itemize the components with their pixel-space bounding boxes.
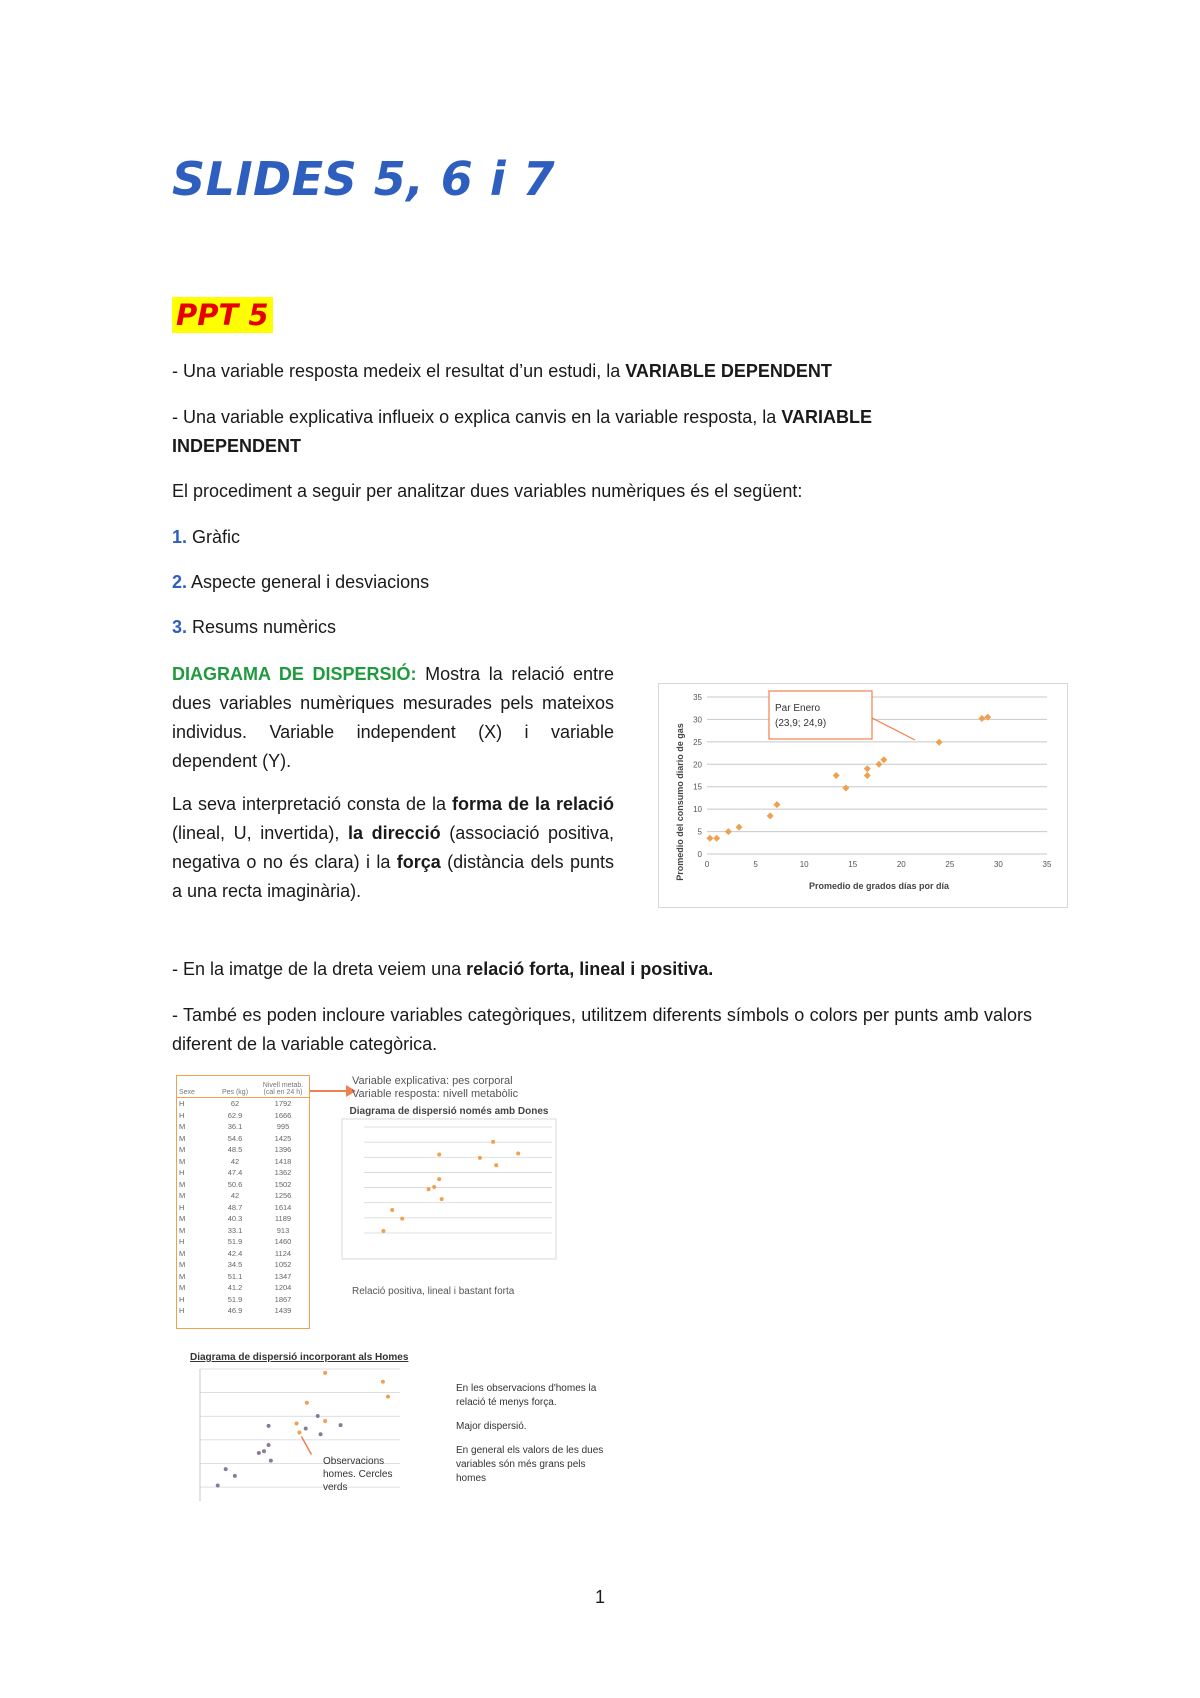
table-row <box>177 1259 309 1271</box>
women-chart-conclusion: Relació positiva, lineal i bastant forta <box>352 1286 515 1297</box>
chart-frame <box>342 1119 556 1259</box>
dispersion-definition: DIAGRAMA DE DISPERSIÓ: Mostra la relació entre dues variables numèriques mesurades pels mateixos individus. Variable independent (X) i variable dependent (Y). <box>172 664 614 771</box>
table-cell: H <box>179 1110 185 1120</box>
table-cell: 48.7 <box>227 1202 243 1212</box>
table-cell: M <box>179 1179 186 1189</box>
data-point <box>316 1414 320 1418</box>
data-point <box>381 1380 385 1384</box>
data-point <box>295 1421 299 1425</box>
step-1: 1. Gràfic <box>172 527 241 547</box>
table-header: Sexe Pes (kg) Nivell metab. (cal en 24 h) <box>177 1076 309 1098</box>
data-point <box>833 772 840 779</box>
table-cell: 1204 <box>274 1283 292 1292</box>
gas-scatter-svg <box>659 684 1067 907</box>
data-point <box>516 1152 520 1156</box>
data-point <box>478 1156 482 1160</box>
table-cell: M <box>179 1191 186 1200</box>
table-row <box>177 1098 309 1110</box>
data-point <box>390 1208 394 1212</box>
table-cell: 47.4 <box>227 1168 243 1177</box>
data-point <box>323 1371 327 1375</box>
table-cell: M <box>179 1283 186 1292</box>
document-title: SLIDES 5, 6 i 7 <box>172 152 556 206</box>
table-cell: 1425 <box>274 1133 292 1143</box>
data-point <box>269 1459 273 1463</box>
women-scatter-chart <box>340 1106 558 1256</box>
categorical-variables-text: - També es poden incloure variables categòriques, utilitzem diferents símbols o colors per punts amb valors diferent de la variable categòrica. <box>172 1005 1032 1054</box>
table-cell: 51.1 <box>227 1271 243 1281</box>
data-point <box>437 1153 441 1157</box>
table-cell: 995 <box>276 1122 290 1131</box>
table-cell: 1666 <box>274 1110 292 1120</box>
table-cell: 1792 <box>274 1099 292 1108</box>
page-number: 1 <box>594 1587 605 1607</box>
table-cell: 48.5 <box>227 1145 243 1154</box>
data-point <box>491 1140 495 1144</box>
table-cell: H <box>179 1294 185 1304</box>
women-scatter-svg <box>340 1117 558 1267</box>
table-cell: 42 <box>230 1156 240 1166</box>
table-cell: 1347 <box>274 1271 292 1281</box>
y-tick-label: 20 <box>693 760 702 770</box>
table-row <box>177 1202 309 1214</box>
data-point <box>224 1467 228 1471</box>
data-point <box>494 1163 498 1167</box>
table-cell: M <box>179 1214 186 1223</box>
data-point <box>713 835 720 842</box>
table-cell: 62 <box>230 1099 240 1108</box>
y-tick-label: 30 <box>693 715 702 725</box>
data-point <box>257 1451 261 1455</box>
data-point <box>304 1427 308 1431</box>
table-row <box>177 1110 309 1122</box>
table-cell: 1439 <box>274 1306 292 1315</box>
table-cell: M <box>179 1122 186 1131</box>
gas-scatter-chart <box>658 683 1068 908</box>
arrow-icon <box>308 1081 358 1101</box>
table-cell: M <box>179 1271 186 1281</box>
x-tick-label: 5 <box>753 860 758 869</box>
table-row <box>177 1213 309 1225</box>
table-cell: M <box>179 1260 186 1269</box>
table-cell: M <box>179 1133 186 1143</box>
x-tick-label: 15 <box>848 860 858 869</box>
table-cell: M <box>179 1145 186 1154</box>
y-tick-label: 10 <box>693 805 702 815</box>
y-tick-label: 0 <box>697 850 702 859</box>
figure2-captions: Variable explicativa: pes corporal Variable resposta: nivell metabòlic <box>352 1075 519 1100</box>
table-cell: 1418 <box>274 1156 292 1166</box>
table-cell: 1460 <box>274 1237 292 1246</box>
table-cell: 1189 <box>274 1214 292 1223</box>
table-cell: 1867 <box>274 1294 292 1304</box>
data-point <box>736 824 743 831</box>
combined-notes: En les observacions d'homes la relació té menys força. Major dispersió. En general els valors de les dues variables són més grans pels homes <box>456 1383 604 1484</box>
data-point <box>432 1185 436 1189</box>
table-cell: 1256 <box>274 1191 292 1200</box>
section-heading-ppt5: PPT 5 <box>172 297 273 333</box>
data-point <box>880 756 887 763</box>
dispersion-interpretation: La seva interpretació consta de la forma de la relació (lineal, U, invertida), la direcció (associació positiva, negativa o no és clara) i la força (distància dels punts a una recta imaginària). <box>172 794 615 901</box>
men-observations-label: Observacions homes. Cercles verds <box>323 1456 393 1493</box>
strong-relation-text: - En la imatge de la dreta veiem una relació forta, lineal i positiva. <box>172 959 714 979</box>
annotation-line1: Par Enero <box>775 703 821 714</box>
table-cell: 42.4 <box>227 1248 243 1258</box>
y-tick-label: 15 <box>693 782 702 792</box>
table-cell: 1124 <box>274 1248 292 1258</box>
women-chart-title: Diagrama de dispersió només amb Dones <box>349 1106 549 1117</box>
table-cell: H <box>179 1237 185 1246</box>
data-point <box>339 1423 343 1427</box>
bullet-dependent: - Una variable resposta medeix el resultat d’un estudi, la VARIABLE DEPENDENT <box>172 361 832 381</box>
label-pointer <box>301 1437 311 1455</box>
table-cell: 62.9 <box>227 1110 243 1120</box>
data-point <box>267 1443 271 1447</box>
data-point <box>706 835 713 842</box>
x-tick-label: 25 <box>945 860 955 869</box>
bullet-independent: - Una variable explicativa influeix o explica canvis en la variable resposta, la VARIABLE INDEPENDENT <box>172 407 872 456</box>
x-axis-label: Promedio de grados días por día <box>808 881 950 891</box>
table-cell: 1502 <box>274 1179 292 1189</box>
table-cell: 34.5 <box>227 1260 243 1269</box>
table-row <box>177 1305 309 1317</box>
table-cell: 51.9 <box>227 1237 243 1246</box>
x-tick-label: 35 <box>1042 860 1052 869</box>
data-point <box>427 1187 431 1191</box>
combined-chart-title: Diagrama de dispersió incorporant als Homes <box>190 1352 409 1363</box>
y-tick-label: 35 <box>693 693 702 702</box>
data-point <box>400 1217 404 1221</box>
table-cell: M <box>179 1248 186 1258</box>
table-row <box>177 1294 309 1306</box>
table-row <box>177 1236 309 1248</box>
table-cell: 41.2 <box>227 1283 243 1292</box>
data-point <box>842 785 849 792</box>
table-cell: H <box>179 1099 185 1108</box>
data-point <box>267 1424 271 1428</box>
table-cell: 913 <box>276 1225 290 1235</box>
data-point <box>725 828 732 835</box>
table-row <box>177 1225 309 1237</box>
table-row <box>177 1282 309 1294</box>
table-row <box>177 1190 309 1202</box>
table-row <box>177 1156 309 1168</box>
data-point <box>767 812 774 819</box>
procedure-text: El procediment a seguir per analitzar dues variables numèriques és el següent: <box>172 481 803 501</box>
data-point <box>386 1395 390 1399</box>
table-row <box>177 1248 309 1260</box>
x-tick-label: 20 <box>896 860 906 869</box>
table-cell: 50.6 <box>227 1179 243 1189</box>
table-row <box>177 1167 309 1179</box>
table-row <box>177 1271 309 1283</box>
data-point <box>936 739 943 746</box>
table-cell: M <box>179 1156 186 1166</box>
x-tick-label: 10 <box>799 860 809 869</box>
table-row <box>177 1179 309 1191</box>
data-point <box>437 1177 441 1181</box>
x-tick-label: 30 <box>993 860 1003 869</box>
table-cell: M <box>179 1225 186 1235</box>
data-point <box>233 1474 237 1478</box>
table-cell: 42 <box>230 1191 240 1200</box>
data-point <box>297 1431 301 1435</box>
table-row <box>177 1121 309 1133</box>
step-2: 2. Aspecte general i desviacions <box>172 572 430 592</box>
data-point <box>773 801 780 808</box>
data-point <box>875 761 882 768</box>
step-3: 3. Resums numèrics <box>172 617 337 637</box>
data-point <box>440 1197 444 1201</box>
y-tick-label: 25 <box>693 737 702 747</box>
data-point <box>323 1419 327 1423</box>
table-cell: 1052 <box>274 1260 292 1269</box>
table-cell: 36.1 <box>227 1122 243 1131</box>
annotation-pointer <box>872 718 915 740</box>
annotation-line2: (23,9; 24,9) <box>775 718 827 729</box>
data-point <box>319 1432 323 1436</box>
table-cell: 40.3 <box>227 1214 243 1223</box>
data-point <box>978 715 985 722</box>
data-point <box>864 765 871 772</box>
table-cell: 54.6 <box>227 1133 243 1143</box>
data-point <box>864 772 871 779</box>
table-cell: 1396 <box>274 1145 292 1154</box>
x-tick-label: 0 <box>704 860 710 869</box>
table-cell: 1614 <box>274 1202 292 1212</box>
y-tick-label: 5 <box>697 827 702 837</box>
table-cell: H <box>179 1168 185 1177</box>
annotation-box <box>769 691 872 739</box>
data-point <box>381 1229 385 1233</box>
table-cell: 51.9 <box>227 1294 243 1304</box>
y-axis-label: Promedio del consumo diario de gas <box>675 723 685 881</box>
table-row <box>177 1144 309 1156</box>
data-point <box>262 1449 266 1453</box>
table-cell: 46.9 <box>227 1306 243 1315</box>
table-cell: H <box>179 1306 185 1315</box>
table-row <box>177 1133 309 1145</box>
data-table <box>176 1075 310 1329</box>
data-point <box>305 1401 309 1405</box>
table-cell: 33.1 <box>227 1225 243 1235</box>
data-point <box>216 1484 220 1488</box>
table-cell: 1362 <box>274 1168 292 1177</box>
table-cell: H <box>179 1202 185 1212</box>
